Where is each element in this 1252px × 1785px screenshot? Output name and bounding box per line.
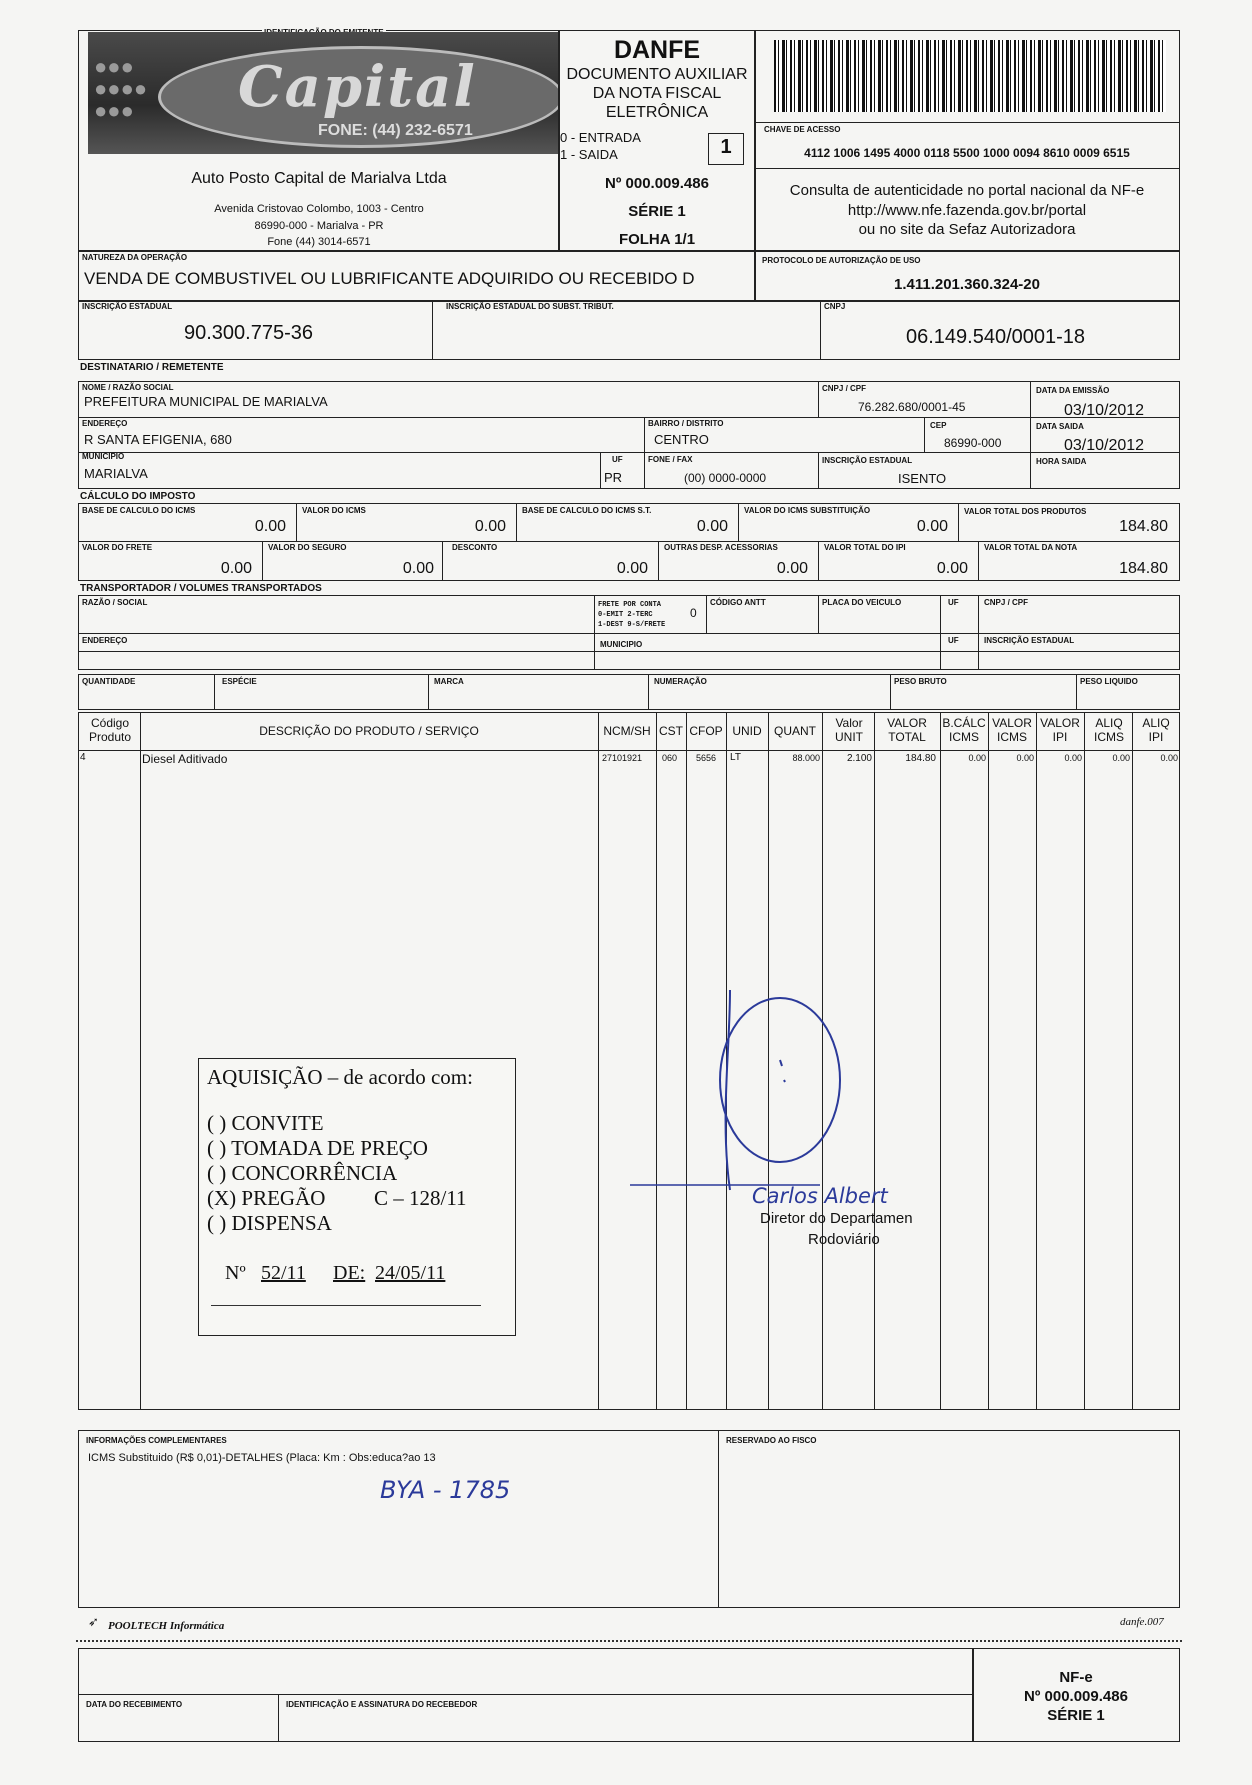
divider — [1030, 381, 1031, 489]
divider — [940, 712, 941, 1410]
stamp-opt-concorrencia: ( ) CONCORRÊNCIA — [207, 1161, 398, 1185]
divider — [706, 595, 707, 633]
transp-razao-label: RAZÃO / SOCIAL — [82, 598, 148, 607]
destinatario-section-label: DESTINATARIO / REMETENTE — [80, 362, 224, 373]
divider — [648, 674, 649, 710]
icms-valor-value: 0.00 — [474, 518, 506, 535]
emitente-phone: Fone (44) 3014-6571 — [267, 236, 371, 248]
divider — [1084, 712, 1085, 1410]
grapes-icon: ●●● ●●●● ●●● — [94, 54, 148, 123]
th-vicms: VALOR ICMS — [992, 716, 1032, 744]
iest-label: INSCRIÇÃO ESTADUAL DO SUBST. TRIBUT. — [446, 302, 614, 311]
canhoto-numero: Nº 000.009.486 — [1024, 1688, 1128, 1705]
row-descricao: Diesel Aditivado — [142, 752, 228, 766]
row-quant: 88.000 — [792, 753, 820, 763]
stamp-opt-tomada: ( ) TOMADA DE PREÇO — [207, 1136, 428, 1160]
cnpj-label: CNPJ — [824, 302, 846, 311]
barcode-icon — [774, 40, 1166, 112]
logo-phone: FONE: (44) 232-6571 — [318, 122, 473, 139]
icms-st-base-value: 0.00 — [696, 518, 728, 535]
stamp-data: 24/05/11 — [375, 1262, 446, 1284]
dest-uf-label: UF — [612, 455, 623, 464]
row-codigo: 4 — [80, 752, 86, 763]
total-produtos-value: 184.80 — [1119, 518, 1168, 535]
dest-nome-label: NOME / RAZÃO SOCIAL — [82, 383, 174, 392]
company-logo — [88, 32, 558, 154]
divider — [140, 712, 141, 1410]
total-nota-label: VALOR TOTAL DA NOTA — [984, 543, 1078, 552]
fisco-label: RESERVADO AO FISCO — [726, 1436, 817, 1445]
icms-subst-value: 0.00 — [916, 518, 948, 535]
dest-municipio: MARIALVA — [84, 466, 148, 481]
row-cfop: 5656 — [696, 753, 717, 763]
antt-label: CÓDIGO ANTT — [710, 598, 766, 607]
th-vunit: Valor UNIT — [835, 716, 863, 744]
stamp-data-prefix: DE: — [333, 1262, 366, 1284]
th-aipi: ALIQ IPI — [1142, 716, 1170, 744]
dest-fone: (00) 0000-0000 — [684, 471, 767, 485]
divider — [442, 541, 443, 581]
stamp-opt-dispensa: ( ) DISPENSA — [207, 1211, 332, 1235]
dest-bairro-label: BAIRRO / DISTRITO — [648, 419, 724, 428]
divider — [978, 595, 979, 670]
divider — [78, 452, 1180, 453]
divider — [78, 417, 1180, 418]
icms-base-label: BASE DE CALCULO DO ICMS — [82, 506, 196, 515]
th-codigo: Código Produto — [88, 716, 132, 744]
dest-bairro: CENTRO — [654, 432, 709, 447]
row-vipi: 0.00 — [1064, 753, 1082, 763]
divider — [818, 541, 819, 581]
info-label: INFORMAÇÕES COMPLEMENTARES — [86, 1436, 227, 1445]
danfe-subtitle1: DOCUMENTO AUXILIAR — [566, 66, 748, 83]
divider — [718, 1430, 719, 1608]
danfe-subtitle3: ELETRÔNICA — [605, 104, 709, 121]
row-bcicms: 0.00 — [968, 753, 986, 763]
divider — [644, 452, 645, 489]
dest-saida: 03/10/2012 — [1064, 437, 1145, 454]
divider — [78, 651, 1180, 652]
dest-uf: PR — [604, 470, 623, 485]
row-aipi: 0.00 — [1160, 753, 1178, 763]
icms-base-value: 0.00 — [254, 518, 286, 535]
stamp-opt-pregao-ref: C – 128/11 — [374, 1186, 467, 1210]
row-cst: 060 — [662, 753, 678, 763]
form-code: danfe.007 — [1120, 1616, 1164, 1628]
transp-uf-label: UF — [948, 598, 959, 607]
th-aicms: ALIQ ICMS — [1094, 716, 1124, 744]
chave-consulta3: ou no site da Sefaz Autorizadora — [858, 221, 1076, 238]
divider — [958, 503, 959, 541]
chave-label: CHAVE DE ACESSO — [764, 125, 841, 134]
divider — [754, 168, 1180, 169]
icms-st-base-label: BASE DE CALCULO DO ICMS S.T. — [522, 506, 652, 515]
seguro-value: 0.00 — [402, 560, 434, 577]
danfe-serie: SÉRIE 1 — [628, 203, 686, 220]
dest-cnpj-label: CNPJ / CPF — [822, 384, 867, 393]
dest-endereco: R SANTA EFIGENIA, 680 — [84, 432, 232, 447]
emitente-address2: 86990-000 - Marialva - PR — [254, 220, 384, 232]
divider — [644, 417, 645, 452]
signature-role1: Diretor do Departamen — [760, 1210, 913, 1227]
especie-label: ESPÉCIE — [222, 677, 257, 686]
frete-conta-label1: FRETE POR CONTA — [598, 601, 662, 609]
emitente-address1: Avenida Cristovao Colombo, 1003 - Centro — [214, 203, 424, 215]
handwritten-note: BYA - 1785 — [380, 1476, 511, 1504]
icms-subst-label: VALOR DO ICMS SUBSTITUIÇÃO — [744, 506, 871, 515]
frete-conta-label3: 1-DEST 9-S/FRETE — [598, 621, 666, 629]
numeracao-label: NUMERAÇÃO — [654, 677, 707, 686]
chave-consulta1: Consulta de autenticidade no portal nacional da NF-e — [789, 182, 1145, 199]
divider — [978, 541, 979, 581]
divider — [738, 503, 739, 541]
data-recebimento-label: DATA DO RECEBIMENTO — [86, 1700, 183, 1709]
canhoto-serie: SÉRIE 1 — [1047, 1707, 1105, 1724]
icms-valor-label: VALOR DO ICMS — [302, 506, 366, 515]
divider — [278, 1694, 279, 1742]
row-unid: LT — [730, 752, 741, 763]
th-bcicms: B.CÁLC ICMS — [942, 716, 986, 744]
signature-name: Carlos Albert — [752, 1184, 888, 1208]
transp-ie-label: INSCRIÇÃO ESTADUAL — [984, 636, 1075, 645]
stamp-opt-convite: ( ) CONVITE — [207, 1111, 324, 1135]
dest-municipio-label: MUNICIPIO — [82, 452, 125, 461]
stamp-numero: 52/11 — [261, 1262, 306, 1284]
transp-endereco-label: ENDEREÇO — [82, 636, 128, 645]
peso-bruto-label: PESO BRUTO — [894, 677, 947, 686]
transportador-section-label: TRANSPORTADOR / VOLUMES TRANSPORTADOS — [80, 583, 322, 594]
divider — [78, 633, 1180, 634]
dest-saida-label: DATA SAIDA — [1036, 422, 1084, 431]
divider — [428, 674, 429, 710]
natureza-value: VENDA DE COMBUSTIVEL OU LUBRIFICANTE ADQUIRIDO OU RECEBIDO D — [84, 269, 695, 288]
protocolo-value: 1.411.201.360.324-20 — [894, 276, 1040, 293]
total-nota-value: 184.80 — [1119, 560, 1168, 577]
stamp-title: AQUISIÇÃO – de acordo com: — [207, 1065, 473, 1089]
imposto-section-label: CÁLCULO DO IMPOSTO — [80, 491, 196, 502]
th-vtotal: VALOR TOTAL — [887, 716, 927, 744]
seguro-label: VALOR DO SEGURO — [268, 543, 347, 552]
stamp-numero-prefix: Nº — [225, 1262, 246, 1284]
divider — [1036, 712, 1037, 1410]
th-descricao: DESCRIÇÃO DO PRODUTO / SERVIÇO — [259, 724, 479, 738]
divider — [890, 674, 891, 710]
divider — [818, 452, 819, 489]
dest-nome: PREFEITURA MUNICIPAL DE MARIALVA — [84, 394, 328, 409]
divider — [262, 541, 263, 581]
desconto-label: DESCONTO — [452, 543, 498, 552]
frete-conta-label2: 0-EMIT 2-TERC — [598, 611, 653, 619]
divider — [432, 300, 433, 360]
th-quant: QUANT — [774, 724, 816, 738]
peso-liquido-label: PESO LIQUIDO — [1080, 677, 1138, 686]
divider — [818, 381, 819, 417]
row-vunit: 2.100 — [846, 753, 872, 764]
aquisicao-stamp — [198, 1058, 516, 1336]
row-vtotal: 184.80 — [905, 753, 936, 764]
ie-label: INSCRIÇÃO ESTADUAL — [82, 302, 173, 311]
dest-ie-label: INSCRIÇÃO ESTADUAL — [822, 456, 913, 465]
canhoto-nfe: NF-e — [1059, 1669, 1093, 1686]
chave-consulta2: http://www.nfe.fazenda.gov.br/portal — [847, 202, 1087, 219]
dest-hora-label: HORA SAIDA — [1036, 457, 1087, 466]
marca-label: MARCA — [434, 677, 464, 686]
identificacao-recebedor-label: IDENTIFICAÇÃO E ASSINATURA DO RECEBEDOR — [286, 1700, 478, 1709]
pooltech-icon: ➶ — [88, 1614, 99, 1629]
divider — [594, 595, 595, 670]
desconto-value: 0.00 — [616, 560, 648, 577]
divider — [78, 541, 1180, 542]
th-cst: CST — [659, 724, 683, 738]
dest-cnpj: 76.282.680/0001-45 — [858, 400, 966, 414]
dest-cep-label: CEP — [930, 421, 947, 430]
row-aicms: 0.00 — [1112, 753, 1130, 763]
dest-endereco-label: ENDEREÇO — [82, 419, 128, 428]
dest-cep: 86990-000 — [944, 436, 1002, 450]
transp-cnpj-label: CNPJ / CPF — [984, 598, 1029, 607]
divider — [818, 595, 819, 633]
software-name: POOLTECH Informática — [108, 1620, 225, 1632]
signature-role2: Rodoviário — [808, 1231, 880, 1248]
divider — [940, 595, 941, 670]
divider — [78, 1694, 974, 1695]
divider — [924, 417, 925, 452]
quantidade-label: QUANTIDADE — [82, 677, 136, 686]
transp-uf2-label: UF — [948, 636, 959, 645]
th-unid: UNID — [732, 724, 762, 738]
divider — [214, 674, 215, 710]
divider — [78, 750, 1180, 751]
dest-ie: ISENTO — [898, 471, 947, 486]
divider — [988, 712, 989, 1410]
divider — [754, 122, 1180, 123]
th-ncm: NCM/SH — [603, 724, 651, 738]
danfe-saida: 1 - SAIDA — [560, 147, 618, 162]
protocolo-label: PROTOCOLO DE AUTORIZAÇÃO DE USO — [762, 256, 921, 265]
danfe-tipo: 1 — [720, 136, 732, 158]
danfe-numero: Nº 000.009.486 — [605, 175, 709, 192]
stamp-opt-pregao: (X) PREGÃO — [207, 1186, 326, 1210]
divider — [516, 503, 517, 541]
cut-line — [76, 1640, 1182, 1642]
frete-label: VALOR DO FRETE — [82, 543, 153, 552]
canhoto-box — [78, 1648, 974, 1742]
divider — [600, 452, 601, 489]
transp-municipio-label: MUNICIPIO — [600, 640, 643, 649]
logo-word: Capital — [238, 54, 477, 120]
row-vicms: 0.00 — [1016, 753, 1034, 763]
emitente-name: Auto Posto Capital de Marialva Ltda — [191, 170, 447, 187]
frete-conta-value: 0 — [690, 606, 697, 620]
cnpj-value: 06.149.540/0001-18 — [906, 326, 1086, 348]
danfe-entrada: 0 - ENTRADA — [560, 130, 641, 145]
danfe-subtitle2: DA NOTA FISCAL — [592, 85, 722, 102]
divider — [1132, 712, 1133, 1410]
th-cfop: CFOP — [689, 724, 723, 738]
placa-label: PLACA DO VEICULO — [822, 598, 902, 607]
info-value: ICMS Substituido (R$ 0,01)-DETALHES (Placa: Km : Obs:educa?ao 13 — [88, 1452, 436, 1464]
dest-emissao: 03/10/2012 — [1064, 402, 1145, 419]
ipi-total-value: 0.00 — [936, 560, 968, 577]
divider — [296, 503, 297, 541]
divider — [1076, 674, 1077, 710]
total-produtos-label: VALOR TOTAL DOS PRODUTOS — [964, 507, 1087, 516]
dest-emissao-label: DATA DA EMISSÃO — [1036, 386, 1110, 395]
chave-value: 4112 1006 1495 4000 0118 5500 1000 0094 8610 0009 6515 — [804, 146, 1130, 160]
danfe-title: DANFE — [613, 36, 701, 64]
frete-value: 0.00 — [220, 560, 252, 577]
danfe-folha: FOLHA 1/1 — [618, 231, 696, 248]
th-vipi: VALOR IPI — [1040, 716, 1080, 744]
outras-value: 0.00 — [776, 560, 808, 577]
ie-value: 90.300.775-36 — [184, 322, 314, 344]
stamp-signature-line — [211, 1305, 481, 1306]
divider — [820, 300, 821, 360]
divider — [658, 541, 659, 581]
natureza-label: NATUREZA DA OPERAÇÃO — [82, 253, 188, 262]
dest-fone-label: FONE / FAX — [648, 455, 693, 464]
ipi-total-label: VALOR TOTAL DO IPI — [824, 543, 906, 552]
divider — [598, 712, 599, 1410]
row-ncm: 27101921 — [602, 753, 643, 763]
outras-label: OUTRAS DESP. ACESSORIAS — [664, 543, 778, 552]
